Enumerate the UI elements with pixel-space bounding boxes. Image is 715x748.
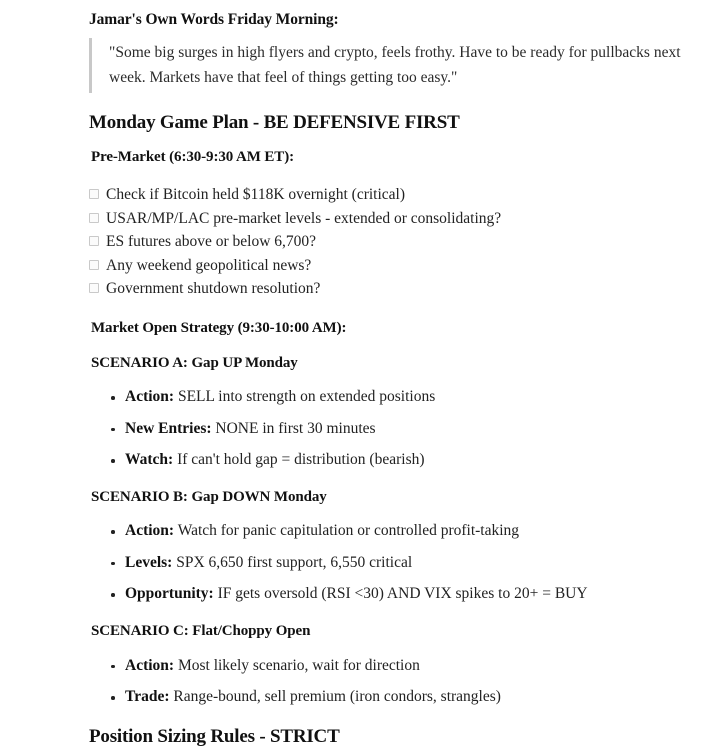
pre-market-checklist: [89, 183, 699, 301]
list-item-text: IF gets oversold (RSI <30) AND VIX spikes to 20+ = BUY: [217, 585, 588, 603]
list-item-label: Watch:: [125, 451, 174, 469]
scenario-a-list: [89, 386, 699, 471]
quote-section-heading: Jamar's Own Words Friday Morning:: [89, 11, 339, 28]
spacer: [89, 641, 699, 655]
checklist-item-label: USAR/MP/LAC pre-market levels - extended or consolidating?: [106, 209, 502, 227]
checklist-item[interactable]: [89, 230, 699, 254]
pre-market-heading: Pre-Market (6:30-9:30 AM ET):: [91, 149, 295, 166]
spacer: [89, 301, 699, 319]
list-item-label: Action:: [125, 522, 175, 540]
list-item: [111, 686, 699, 708]
scenario-b-title: SCENARIO B: Gap DOWN Monday: [91, 488, 327, 505]
list-item-label: Action:: [125, 388, 175, 406]
list-item-label: Levels:: [125, 553, 173, 571]
list-item-text: Most likely scenario, wait for direction: [177, 656, 420, 674]
list-item-label: New Entries:: [125, 419, 212, 437]
checklist-item-label: Any weekend geopolitical news?: [106, 256, 312, 274]
list-item-text: NONE in first 30 minutes: [215, 419, 376, 437]
list-item-text: Range-bound, sell premium (iron condors, strangles): [173, 688, 501, 706]
spacer: [89, 709, 699, 725]
list-item: [111, 520, 699, 542]
spacer: [89, 167, 699, 183]
checkbox-icon[interactable]: [89, 283, 99, 293]
jamar-quote-blockquote: "Some big surges in high flyers and crypto, feels frothy. Have to be ready for pullbacks next week. Markets have that feel of things getting too easy.": [89, 38, 699, 92]
list-item: [111, 552, 699, 574]
checklist-item[interactable]: [89, 277, 699, 301]
spacer: [89, 0, 699, 10]
spacer: [89, 93, 699, 111]
list-item: [111, 583, 699, 605]
next-section-heading: Position Sizing Rules - STRICT: [89, 725, 340, 747]
checkbox-icon[interactable]: [89, 236, 99, 246]
checklist-item-label: ES futures above or below 6,700?: [106, 233, 317, 251]
game-plan-title: Monday Game Plan - BE DEFENSIVE FIRST: [89, 111, 460, 133]
spacer: [89, 506, 699, 520]
checklist-item[interactable]: [89, 183, 699, 207]
scenario-c-title: SCENARIO C: Flat/Choppy Open: [91, 622, 311, 639]
checklist-item[interactable]: [89, 207, 699, 231]
list-item: [111, 418, 699, 440]
list-item: [111, 386, 699, 408]
list-item-text: SELL into strength on extended positions: [177, 388, 436, 406]
market-open-heading: Market Open Strategy (9:30-10:00 AM):: [91, 319, 347, 336]
list-item-text: SPX 6,650 first support, 6,550 critical: [176, 553, 413, 571]
list-item: [111, 449, 699, 471]
scenario-a-title: SCENARIO A: Gap UP Monday: [91, 354, 298, 371]
spacer: [89, 134, 699, 148]
list-item: [111, 655, 699, 677]
checklist-item-label: Check if Bitcoin held $118K overnight (critical): [106, 186, 406, 204]
spacer: [89, 472, 699, 488]
checklist-item[interactable]: [89, 254, 699, 278]
checklist-item-label: Government shutdown resolution?: [106, 280, 321, 298]
spacer: [89, 338, 699, 354]
spacer: [89, 606, 699, 622]
checkbox-icon[interactable]: [89, 260, 99, 270]
list-item-text: Watch for panic capitulation or controlled profit-taking: [177, 522, 520, 540]
list-item-label: Action:: [125, 656, 175, 674]
checkbox-icon[interactable]: [89, 213, 99, 223]
scenario-b-list: [89, 520, 699, 605]
spacer: [89, 372, 699, 386]
spacer: [89, 29, 699, 38]
list-item-label: Opportunity:: [125, 585, 214, 603]
list-item-label: Trade:: [125, 688, 170, 706]
list-item-text: If can't hold gap = distribution (bearish): [177, 451, 425, 469]
checkbox-icon[interactable]: [89, 189, 99, 199]
scenario-c-list: [89, 655, 699, 709]
